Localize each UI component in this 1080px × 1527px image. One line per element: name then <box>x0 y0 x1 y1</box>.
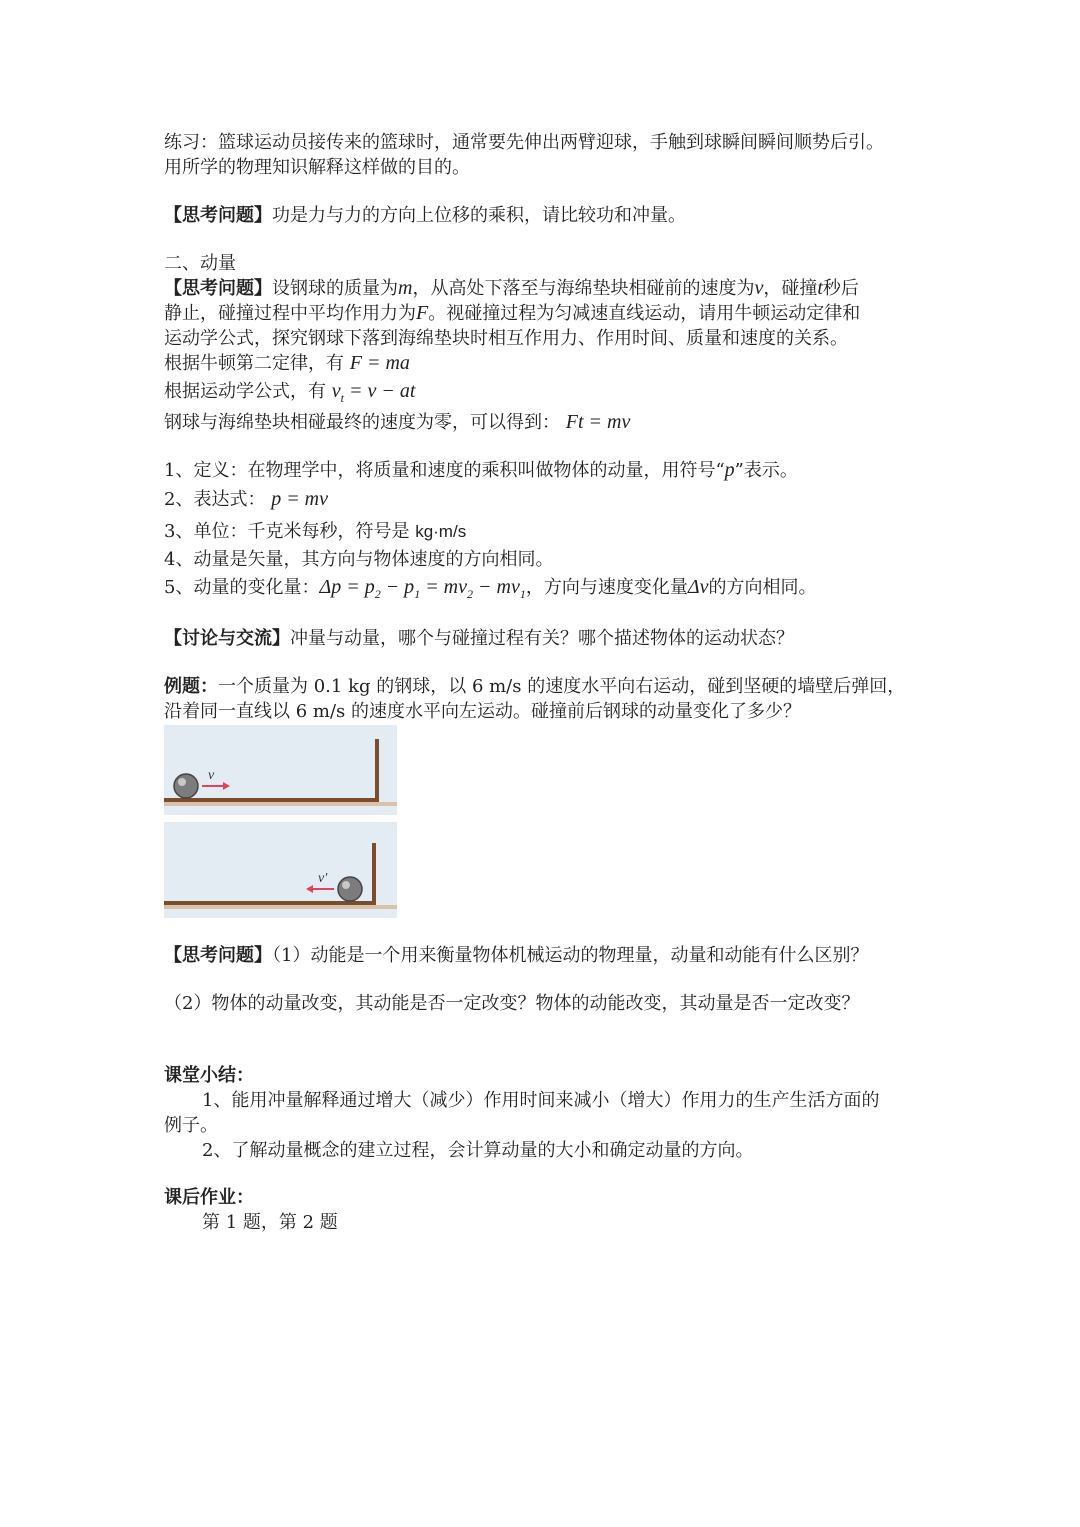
summary-title: 课堂小结： <box>164 1065 254 1086</box>
def5-equation <box>319 576 526 601</box>
top-ball <box>174 774 198 798</box>
d5-sub3: 2 <box>467 587 474 601</box>
think-text: 功是力与力的方向上位移的乘积，请比较功和冲量。 <box>272 205 686 226</box>
think2-text-3: ，碰撞 <box>763 278 818 299</box>
def5-text-b: ，方向与速度变化量 <box>525 577 688 598</box>
think3-question-2: （2）物体的动量改变，其动能是否一定改变？物体的动能改变，其动量是否一定改变？ <box>164 993 860 1014</box>
practice-line-2: 用所学的物理知识解释这样做的目的。 <box>164 157 470 178</box>
summary-point-1a: 1、能用冲量解释通过增大（减少）作用时间来减小（增大）作用力的生产生活方面的 <box>202 1090 880 1111</box>
symbol-t: t <box>817 277 823 299</box>
result-line <box>164 410 924 435</box>
think2-text-4: 秒后 <box>822 278 859 299</box>
think-tag: 【思考问题】 <box>164 945 272 966</box>
newton-text: 根据牛顿第二定律，有 <box>164 353 344 374</box>
d5-sub1: 2 <box>374 587 381 601</box>
def1-text-a: 1、定义：在物理学中，将质量和速度的乘积叫做物体的动量，用符号“ <box>164 460 725 481</box>
summary-section <box>164 1063 924 1163</box>
think-tag: 【思考问题】 <box>164 205 272 226</box>
section-title-momentum: 二、动量 <box>164 253 236 274</box>
think2-line-2a: 静止，碰撞过程中平均作用力为 <box>164 303 416 324</box>
def5-text-a: 5、动量的变化量： <box>164 577 320 598</box>
symbol-F: F <box>416 302 429 324</box>
summary-point-1b: 例子。 <box>164 1115 218 1136</box>
practice-line-1: 练习：篮球运动员接传来的篮球时，通常要先伸出两臂迎球，手触到球瞬间瞬间顺势后引。 <box>164 132 884 153</box>
kin-sub: t <box>340 391 344 405</box>
def1-text-b: ”表示。 <box>734 460 798 481</box>
symbol-p: p <box>724 459 735 481</box>
kinematics-equation <box>331 380 416 405</box>
def2-text: 2、表达式： <box>164 489 266 510</box>
think2-text-1: 设钢球的质量为 <box>272 278 398 299</box>
think-question-1 <box>164 203 924 228</box>
kin-v: v <box>331 380 341 402</box>
example-paragraph <box>164 674 924 724</box>
def5-text-c: 的方向相同。 <box>708 577 817 598</box>
think2-line-2b: 。视碰撞过程为匀减速直线运动，请用牛顿运动定律和 <box>428 303 861 324</box>
think2-line-1 <box>164 276 924 301</box>
bottom-velocity-label: v′ <box>318 871 328 886</box>
homework-title: 课后作业： <box>164 1187 254 1208</box>
kinematics-line <box>164 379 924 411</box>
kin-rest: = v − at <box>343 380 416 402</box>
d5-sub2: 1 <box>414 587 421 601</box>
think-question-2 <box>164 276 924 351</box>
definition-3 <box>164 519 924 544</box>
practice-paragraph <box>164 130 924 180</box>
discussion-paragraph <box>164 626 924 651</box>
def3-unit: kg·m/s <box>415 522 467 541</box>
symbol-m: m <box>398 277 413 299</box>
think2-line-2 <box>164 301 924 326</box>
bottom-floor-shade <box>164 905 397 909</box>
bottom-ball <box>338 877 362 901</box>
think2-text-2: ，从高处下落至与海绵垫块相碰前的速度为 <box>412 278 755 299</box>
discussion-text: 冲量与动量，哪个与碰撞过程有关？哪个描述物体的运动状态？ <box>290 628 794 649</box>
top-floor-shade <box>164 802 397 806</box>
top-ball-highlight <box>178 778 186 786</box>
summary-point-2: 2、了解动量概念的建立过程，会计算动量的大小和确定动量的方向。 <box>202 1140 754 1161</box>
def3-text: 3、单位：千克米每秒，符号是 <box>164 521 410 542</box>
definition-1 <box>164 458 924 483</box>
example-text-1: 一个质量为 0.1 kg 的钢球，以 6 m/s 的速度水平向右运动，碰到坚硬的墙壁后弹回， <box>218 676 906 697</box>
d5-part1: Δp = p <box>319 576 375 598</box>
newton-equation: F = ma <box>349 352 410 374</box>
discussion-tag: 【讨论与交流】 <box>164 628 290 649</box>
d5-part3: = mv <box>420 576 468 598</box>
result-equation: Ft = mv <box>565 411 631 433</box>
think2-line-3: 运动学公式，探究钢球下落到海绵垫块时相互作用力、作用时间、质量和速度的关系。 <box>164 328 848 349</box>
example-line-2: 沿着同一直线以 6 m/s 的速度水平向左运动。碰撞前后钢球的动量变化了多少？ <box>164 701 801 722</box>
homework-section <box>164 1185 924 1235</box>
collision-figure <box>164 725 397 918</box>
result-text: 钢球与海绵垫块相碰最终的速度为零，可以得到： <box>164 412 560 433</box>
d5-part4: − mv <box>473 576 520 598</box>
figure-divider <box>164 815 397 822</box>
def2-equation: p = mv <box>271 488 329 510</box>
bottom-ball-highlight <box>342 881 350 889</box>
kinematics-text: 根据运动学公式，有 <box>164 381 326 402</box>
example-line-1 <box>164 674 924 699</box>
d5-sub4: 1 <box>519 587 526 601</box>
definition-5 <box>164 575 924 607</box>
newton-law-line <box>164 351 924 376</box>
d5-part2: − p <box>380 576 415 598</box>
think3-question-1: （1）动能是一个用来衡量物体机械运动的物理量，动量和动能有什么区别？ <box>272 945 869 966</box>
definition-2 <box>164 487 924 512</box>
top-velocity-label: v <box>208 768 215 783</box>
symbol-v: v <box>754 277 764 299</box>
definition-4: 4、动量是矢量，其方向与物体速度的方向相同。 <box>164 549 554 570</box>
example-tag: 例题： <box>164 676 218 697</box>
def5-delta-v: Δv <box>687 576 709 598</box>
homework-text: 第 1 题，第 2 题 <box>202 1212 338 1233</box>
think-question-3 <box>164 943 924 968</box>
think-tag: 【思考问题】 <box>164 278 272 299</box>
